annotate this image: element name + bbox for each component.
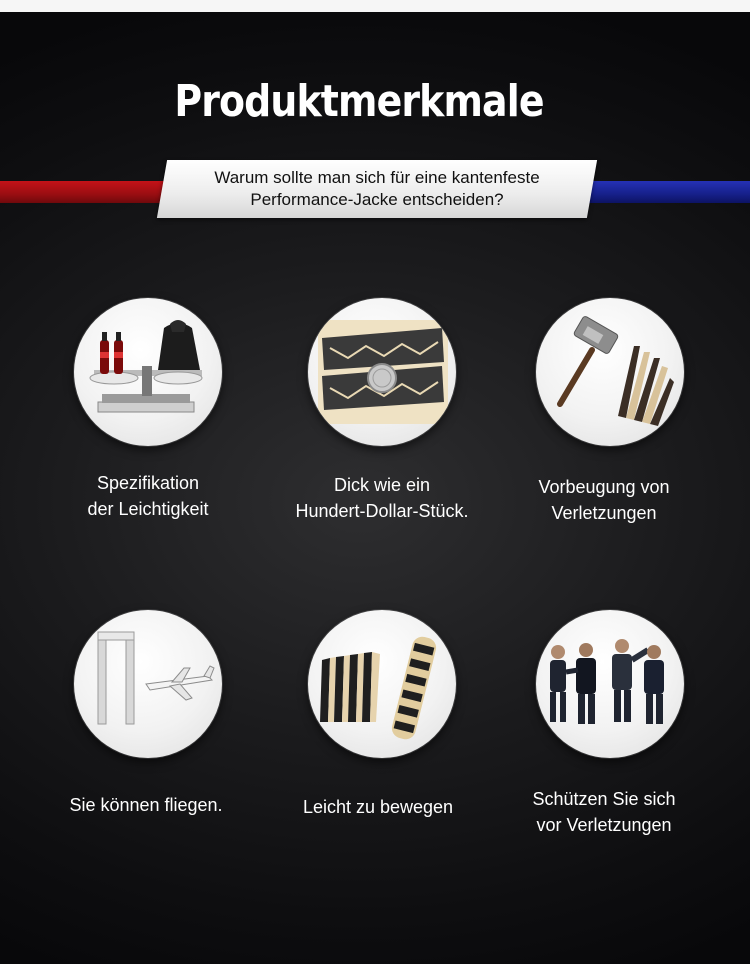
feature-label: Sie können fliegen.	[69, 795, 223, 815]
top-band	[0, 0, 750, 12]
feature-label: Schützen Sie sich vor Verletzungen	[532, 789, 676, 835]
balance-scale-icon	[74, 298, 222, 446]
feature-label: Vorbeugung von Verletzungen	[538, 477, 670, 523]
feature-label: Spezifikation der Leichtigkeit	[87, 473, 209, 519]
subtitle-text	[162, 167, 592, 211]
subtitle-line-2: Performance-Jacke entscheiden?	[250, 190, 504, 209]
feature-label: Dick wie ein Hundert-Dollar-Stück.	[295, 475, 469, 521]
hammer-icon	[536, 298, 684, 446]
people-scene-icon	[536, 610, 684, 758]
panel-coin-icon	[308, 298, 456, 446]
feature-label: Leicht zu bewegen	[302, 797, 454, 817]
page-title: Produktmerkmale	[174, 76, 544, 127]
subtitle-line-1: Warum sollte man sich für eine kantenfeste	[214, 168, 540, 187]
metal-detector-airplane-icon	[74, 610, 222, 758]
flexible-strips-icon	[308, 610, 456, 758]
